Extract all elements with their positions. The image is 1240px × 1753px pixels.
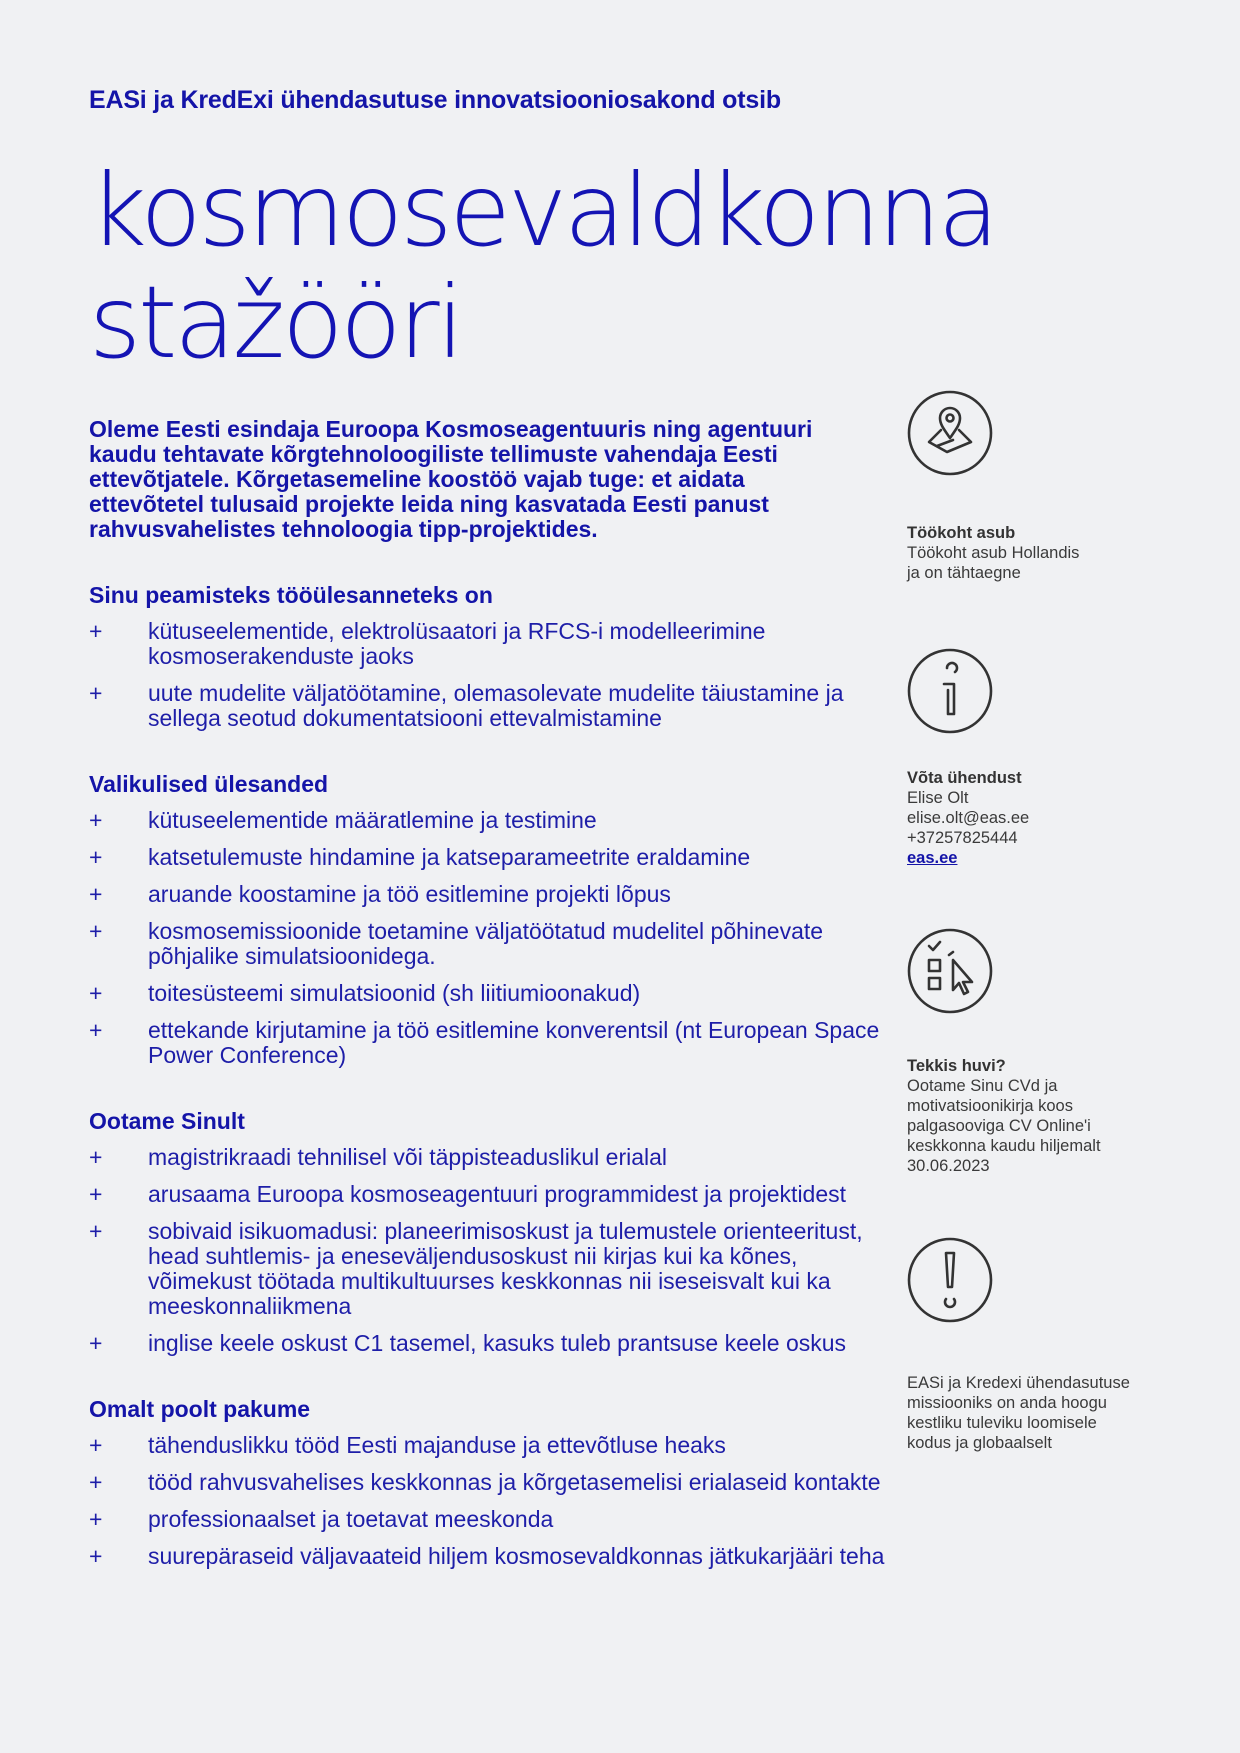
title-line-1: kosmosevaldkonna bbox=[89, 152, 997, 269]
plus-icon: + bbox=[89, 1330, 103, 1356]
plus-icon: + bbox=[89, 1218, 103, 1244]
map-pin-icon bbox=[907, 390, 993, 476]
list-item: + suurepäraseid väljavaateid hiljem kosmosevaldkonnas jätkukarjääri teha bbox=[89, 1543, 885, 1569]
list-item: + sobivaid isikuomadusi: planeerimisoskust ja tulemustele orienteeritust, head suhtlemis- ja eneseväljendusoskust nii kirjas kui ka kõnes, võimekust töötada multikultuurses keskkonnas nii iseseisvalt kui ka meeskonnaliikmena bbox=[89, 1218, 863, 1319]
mission-line: EASi ja Kredexi ühendasutuse bbox=[907, 1374, 1130, 1392]
plus-icon: + bbox=[89, 918, 103, 944]
checklist-cursor-icon bbox=[907, 928, 993, 1014]
list-item: + inglise keele oskust C1 tasemel, kasuks tuleb prantsuse keele oskus bbox=[89, 1330, 847, 1356]
contact-info bbox=[907, 768, 1157, 868]
title-line-2: stažööri bbox=[89, 264, 462, 381]
section-main-tasks bbox=[89, 582, 889, 731]
section-heading: Omalt poolt pakume bbox=[89, 1396, 311, 1422]
plus-icon: + bbox=[89, 1144, 103, 1170]
intro-paragraph: Oleme Eesti esindaja Euroopa Kosmoseagentuuris ning agentuuri kaudu tehtavate kõrgtehnoloogiliste tellimuste vahendaja Eesti ettevõtjatele. Kõrgetasemeline koostöö vajab tuge: et aidata ettevõtetel tulusaid projekte leida ning kasvatada Eesti panust rahvusvahelistes tehnoloogia tipp-projektides. bbox=[89, 416, 813, 542]
plus-icon: + bbox=[89, 1506, 103, 1532]
plus-icon: + bbox=[89, 844, 103, 870]
contact-label: Võta ühendust bbox=[907, 769, 1022, 787]
optional-list bbox=[89, 808, 889, 1068]
list-item: + toitesüsteemi simulatsioonid (sh liitiumioonakud) bbox=[89, 980, 641, 1006]
task-list bbox=[89, 619, 889, 731]
plus-icon: + bbox=[89, 980, 103, 1006]
plus-icon: + bbox=[89, 881, 103, 907]
contact-email[interactable]: elise.olt@eas.ee bbox=[907, 809, 1030, 827]
mission-info bbox=[907, 1373, 1157, 1453]
sidebar-location bbox=[907, 390, 1157, 583]
list-item: + arusaama Euroopa kosmoseagentuuri programmidest ja projektidest bbox=[89, 1181, 847, 1207]
list-item: + tööd rahvusvahelises keskkonnas ja kõrgetasemelisi erialaseid kontakte bbox=[89, 1469, 881, 1495]
apply-line: Ootame Sinu CVd ja bbox=[907, 1077, 1058, 1095]
apply-line: palgasooviga CV Online'i bbox=[907, 1117, 1091, 1135]
contact-name: Elise Olt bbox=[907, 789, 969, 807]
list-item: + kütuseelementide määratlemine ja testimine bbox=[89, 807, 597, 833]
sidebar-apply bbox=[907, 928, 1157, 1176]
section-optional-tasks bbox=[89, 771, 889, 1068]
list-item: + kosmosemissioonide toetamine väljatöötatud mudelitel põhinevate põhjalike simulatsioonidega. bbox=[89, 918, 824, 969]
apply-line: keskkonna kaudu hiljemalt bbox=[907, 1137, 1101, 1155]
plus-icon: + bbox=[89, 1469, 103, 1495]
apply-label: Tekkis huvi? bbox=[907, 1057, 1006, 1075]
offer-list bbox=[89, 1433, 889, 1569]
list-item: + aruande koostamine ja töö esitlemine projekti lõpus bbox=[89, 881, 671, 907]
page-title bbox=[89, 152, 997, 381]
location-line: Töökoht asub Hollandis bbox=[907, 544, 1080, 562]
section-heading: Valikulised ülesanded bbox=[89, 771, 329, 797]
section-heading: Ootame Sinult bbox=[89, 1108, 245, 1134]
list-item: + kütuseelementide, elektrolüsaatori ja RFCS-i modelleerimine kosmoserakenduste jaoks bbox=[89, 618, 766, 669]
contact-phone[interactable]: +37257825444 bbox=[907, 829, 1018, 847]
section-requirements bbox=[89, 1108, 889, 1356]
section-offer bbox=[89, 1396, 889, 1569]
list-item: + magistrikraadi tehnilisel või täppisteaduslikul erialal bbox=[89, 1144, 668, 1170]
list-item: + tähenduslikku tööd Eesti majanduse ja ettevõtluse heaks bbox=[89, 1432, 726, 1458]
requirements-list bbox=[89, 1145, 889, 1356]
plus-icon: + bbox=[89, 807, 103, 833]
mission-line: kestliku tuleviku loomisele bbox=[907, 1414, 1097, 1432]
location-line: ja on tähtaegne bbox=[907, 564, 1021, 582]
website-link[interactable]: eas.ee bbox=[907, 849, 958, 867]
section-heading: Sinu peamisteks tööülesanneteks on bbox=[89, 582, 493, 608]
apply-line: motivatsioonikirja koos bbox=[907, 1097, 1073, 1115]
list-item: + uute mudelite väljatöötamine, olemasolevate mudelite täiustamine ja sellega seotud dokumentatsiooni ettevalmistamine bbox=[89, 680, 844, 731]
plus-icon: + bbox=[89, 1017, 103, 1043]
plus-icon: + bbox=[89, 1432, 103, 1458]
mission-line: missiooniks on anda hoogu bbox=[907, 1394, 1107, 1412]
plus-icon: + bbox=[89, 618, 103, 644]
plus-icon: + bbox=[89, 680, 103, 706]
sidebar-mission bbox=[907, 1237, 1157, 1453]
apply-info bbox=[907, 1056, 1157, 1176]
mission-line: kodus ja globaalselt bbox=[907, 1434, 1052, 1452]
list-item: + ettekande kirjutamine ja töö esitlemine konverentsil (nt European Space Power Conference) bbox=[89, 1017, 880, 1068]
list-item: + professionaalset ja toetavat meeskonda bbox=[89, 1506, 554, 1532]
info-icon bbox=[907, 648, 993, 734]
location-label: Töökoht asub bbox=[907, 524, 1016, 542]
sidebar-contact bbox=[907, 648, 1157, 868]
location-info bbox=[907, 523, 1157, 583]
kicker: EASi ja KredExi ühendasutuse innovatsiooniosakond otsib bbox=[89, 86, 781, 114]
apply-deadline: 30.06.2023 bbox=[907, 1157, 990, 1175]
list-item: + katsetulemuste hindamine ja katseparameetrite eraldamine bbox=[89, 844, 751, 870]
plus-icon: + bbox=[89, 1543, 103, 1569]
plus-icon: + bbox=[89, 1181, 103, 1207]
exclamation-icon bbox=[907, 1237, 993, 1323]
